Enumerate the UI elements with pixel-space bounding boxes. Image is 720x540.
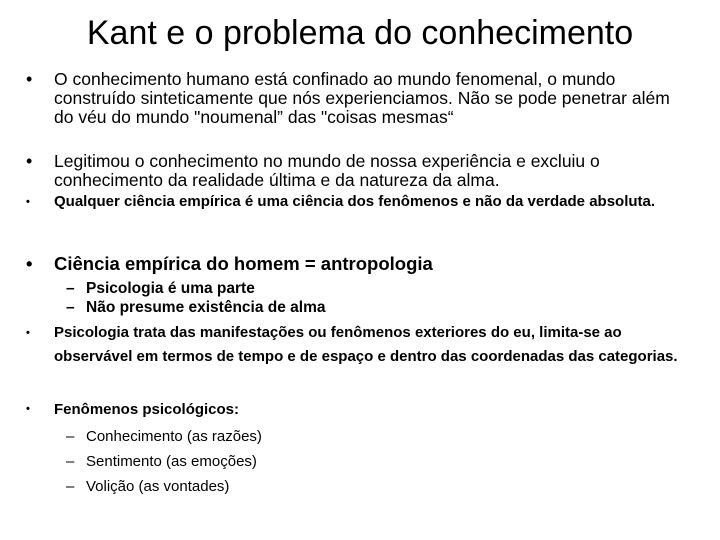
- bullet: •: [26, 151, 33, 171]
- dash-bullet: –: [66, 280, 75, 297]
- list-item-text: Volição (as vontades): [86, 478, 230, 495]
- list-item-text: Psicologia é uma parte: [86, 280, 255, 297]
- dash-bullet: –: [66, 428, 75, 445]
- list-item-text: Fenômenos psicológicos:: [54, 401, 240, 418]
- list-item-text: Não presume existência de alma: [86, 299, 326, 316]
- list-item-text: Sentimento (as emoções): [86, 453, 257, 470]
- list-item-text: Conhecimento (as razões): [86, 428, 262, 445]
- list-item-text: Legitimou o conhecimento no mundo de nossa experiência e excluiu o conhecimento da realidade última e da natureza da alma.: [54, 151, 600, 190]
- bullet: •: [26, 196, 30, 208]
- dash-bullet: –: [66, 478, 75, 495]
- bullet: •: [26, 327, 30, 339]
- dash-bullet: –: [66, 299, 75, 316]
- list-item-text: Ciência empírica do homem = antropologia: [54, 253, 433, 274]
- dash-bullet: –: [66, 453, 75, 470]
- bullet: •: [26, 69, 33, 89]
- slide-title: Kant e o problema do conhecimento: [86, 14, 634, 52]
- list-item-text: Qualquer ciência empírica é uma ciência dos fenômenos e não da verdade absoluta.: [54, 193, 656, 210]
- bullet: •: [26, 253, 33, 274]
- bullet: •: [26, 403, 30, 415]
- list-item-text: O conhecimento humano está confinado ao mundo fenomenal, o mundo construído sinteticamente que nós experienciamos. Não se pode penetrar além do véu do mundo "noumenal” das "coisas mesmas“: [54, 69, 670, 127]
- list-item-text: Psicologia trata das manifestações ou fenômenos exteriores do eu, limita-se ao observável em termos de tempo e de espaço e dentro das coordenadas das categorias.: [54, 324, 678, 365]
